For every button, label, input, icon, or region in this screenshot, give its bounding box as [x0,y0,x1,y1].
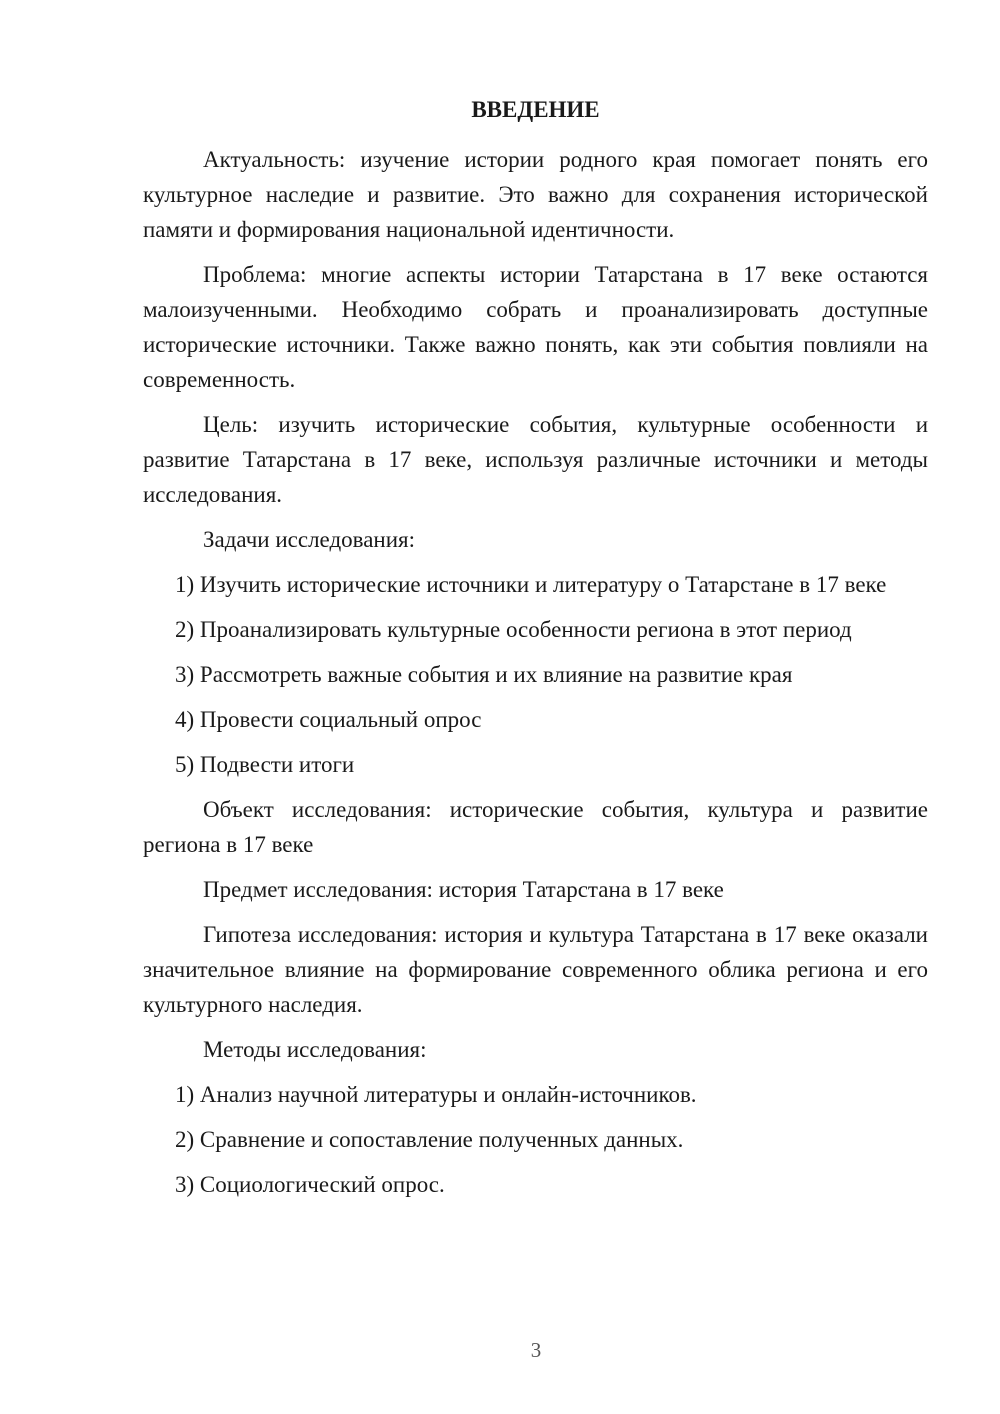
page-content [143,92,928,1212]
methods-heading: Методы исследования: [203,1037,427,1062]
page-title: ВВЕДЕНИЕ [471,97,600,122]
tasks-heading: Задачи исследования: [203,527,416,552]
method-item-2: 2) Сравнение и сопоставление полученных данных. [175,1127,684,1152]
subject-paragraph: Предмет исследования: история Татарстана в 17 веке [203,877,724,902]
task-item-1: 1) Изучить исторические источники и литературу о Татарстане в 17 веке [175,572,887,597]
task-item-3: 3) Рассмотреть важные события и их влияние на развитие края [175,662,793,687]
hypothesis-paragraph: Гипотеза исследования: история и культура Татарстана в 17 веке оказали значительное влияние на формирование современного облика региона и его культурного наследия. [143,922,928,1017]
object-paragraph: Объект исследования: исторические события, культура и развитие региона в 17 веке [143,797,928,857]
task-item-5: 5) Подвести итоги [175,752,355,777]
task-item-4: 4) Провести социальный опрос [175,707,482,732]
method-item-1: 1) Анализ научной литературы и онлайн-источников. [175,1082,697,1107]
relevance-paragraph: Актуальность: изучение истории родного края помогает понять его культурное наследие и развитие. Это важно для сохранения исторической памяти и формирования национальной идентичности. [143,147,928,242]
method-item-3: 3) Социологический опрос. [175,1172,445,1197]
page-number: 3 [530,1338,542,1362]
goal-paragraph: Цель: изучить исторические события, культурные особенности и развитие Татарстана в 17 веке, используя различные источники и методы исследования. [143,412,928,507]
problem-paragraph: Проблема: многие аспекты истории Татарстана в 17 веке остаются малоизученными. Необходимо собрать и проанализировать доступные исторические источники. Также важно понять, как эти события повлияли на современность. [143,262,928,392]
task-item-2: 2) Проанализировать культурные особенности региона в этот период [175,617,852,642]
